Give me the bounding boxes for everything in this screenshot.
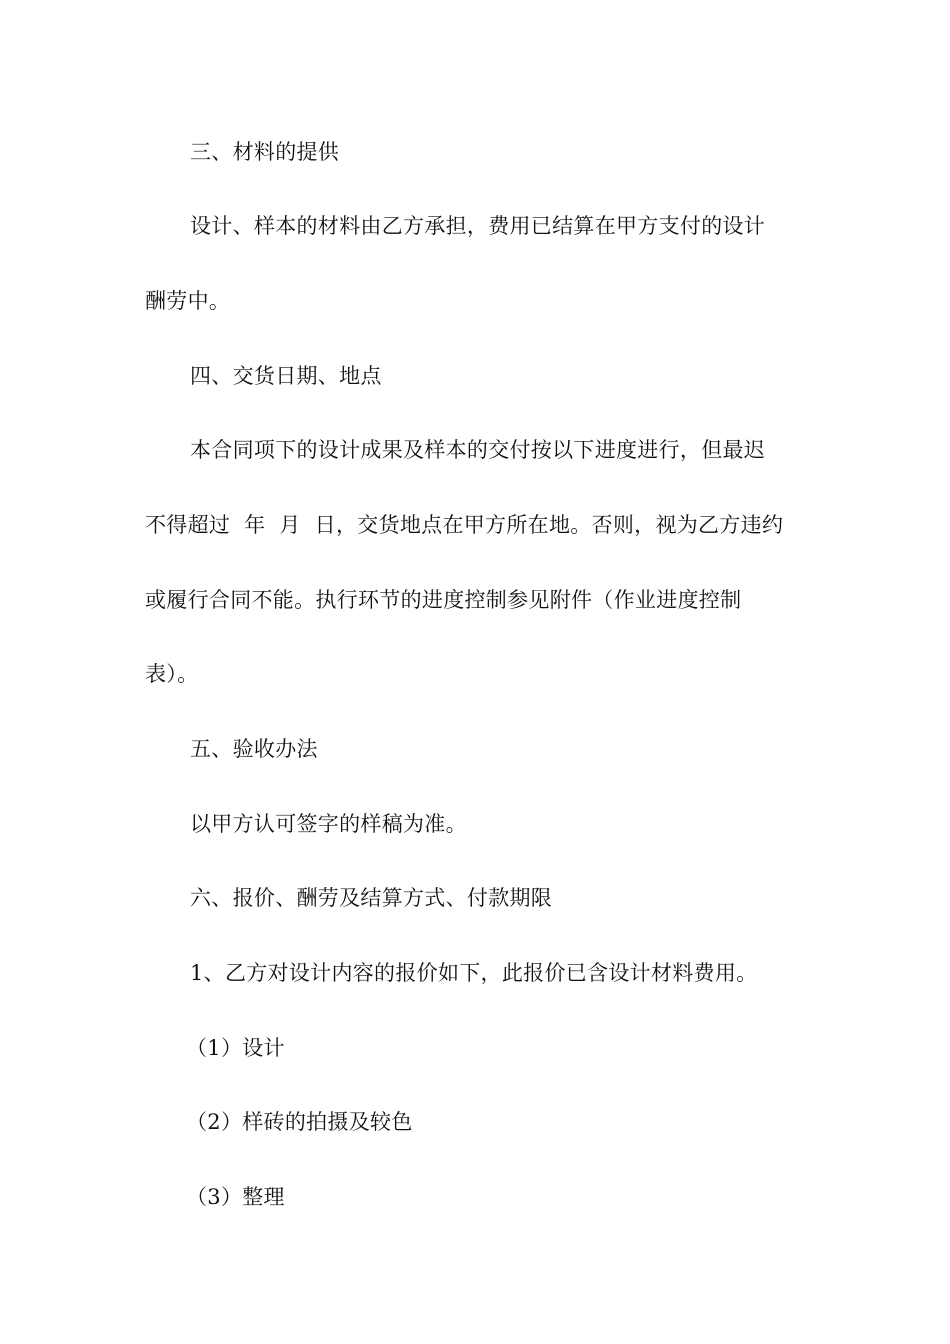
paragraph-line: 或履行合同不能。执行环节的进度控制参见附件（作业进度控制 (145, 588, 742, 612)
list-item: （1）设计 (186, 1036, 285, 1060)
section-heading-materials: 三、材料的提供 (190, 140, 340, 164)
section-heading-acceptance: 五、验收办法 (190, 737, 318, 761)
paragraph-line: 1、乙方对设计内容的报价如下，此报价已含设计材料费用。 (190, 961, 758, 985)
section-heading-delivery: 四、交货日期、地点 (190, 364, 382, 388)
list-item: （2）样砖的拍摄及较色 (186, 1110, 413, 1134)
list-item: （3）整理 (186, 1185, 285, 1209)
paragraph-line: 表）。 (145, 662, 199, 686)
paragraph-line: 酬劳中。 (145, 289, 231, 313)
paragraph-line: 不得超过 年 月 日，交货地点在甲方所在地。否则，视为乙方违约 (145, 513, 784, 537)
paragraph-line: 以甲方认可签字的样稿为准。 (190, 812, 467, 836)
section-heading-quotation: 六、报价、酬劳及结算方式、付款期限 (190, 886, 553, 910)
paragraph-line: 设计、样本的材料由乙方承担，费用已结算在甲方支付的设计 (190, 214, 766, 238)
paragraph-line: 本合同项下的设计成果及样本的交付按以下进度进行，但最迟 (190, 438, 766, 462)
